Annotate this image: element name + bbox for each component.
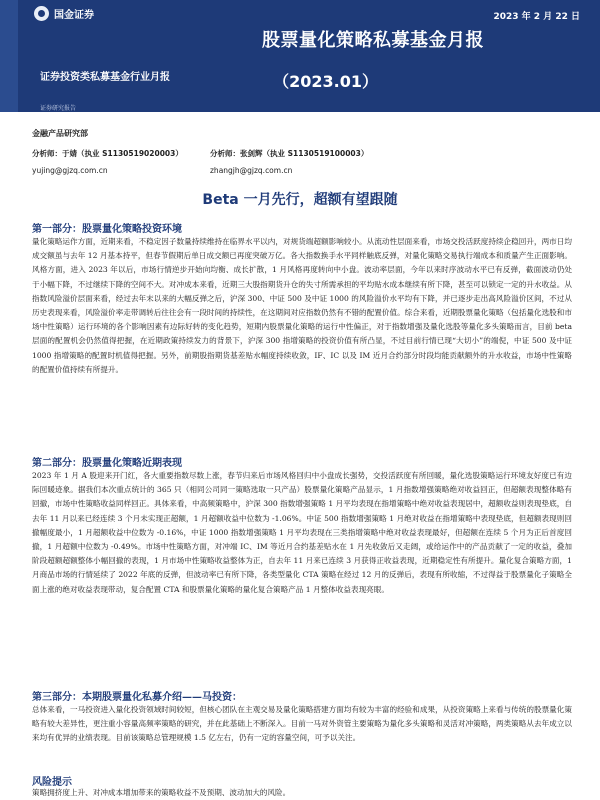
author-info xyxy=(32,128,369,175)
section-body-3: 总体来看，一马投资进入量化投资领域时间较短，但核心团队在主观交易及量化策略搭建方面均有较为丰富的经验和成果，从投资策略上来看与传统的股票量化策略有较大差异性，更注重小容量高频率策略的研究，并在此基础上不断深入。目前一马对外资管主要策略为量化多头策略和灵活对冲策略，两类策略从去年成立以来均有优异的业绩表现。目前该策略总管理规模 1.5 亿左右，仍有一定的容量空间，可予以关注。 xyxy=(32,705,572,743)
report-title: 股票量化策略私募基金月报 xyxy=(262,30,484,51)
company-name: 国金证券 xyxy=(54,10,94,21)
header-stripe xyxy=(0,0,18,112)
section-heading-3: 第三部分：本期股票量化私募介绍——马投资： xyxy=(32,692,242,703)
industry-label: 证券投资类私募基金行业月报 xyxy=(40,72,170,83)
section-body-1: 量化策略运作方面，近期来看，不稳定因子数量持续维持在临界水平以内，对规货端超额影响较小。从流动性层面来看，市场交投活跃度持续企稳回升，两市日均成交额虽与去年 12 月基本持平，但春节假期后单日成交额已再度突破万亿。各大指数换手水平同样触底反弹，对量化策略交易执行端成本和质量产生正面影响。风格方面，进入 2023 年以后，市场行情逆步开始向均衡、成长扩散，1 月风格再度转向中小盘。波动率层面，今年以来时序波动水平已有反弹，截面波动仍处于小幅下降，不过继续下降的空间不大。对冲成本来看，近期三大股指期货升仓的失寸所需承担的平均贴水成本继续有所下降，甚至可以锁定一定的升水收益。从指数风险溢价层面来看，经过去年末以来的大幅反弹之后，沪深 300、中证 500 及中证 1000 的风险溢价水平均有下降，并已逐步走出高风险溢价区间，不过从历史表现来看，风险溢价率走带调转后往往会有一段时间的持续性，在这期间对应指数仍然有不错的配置价值。综合来看，近期股票量化策略（包括量化选股和市场中性策略）运行环境的各个影响因素有边际好转的变化趋势，短期内股票量化策略的运行中性偏正，对于指数增强及量化选股等量化多头策略而言，目前 beta 层面的配置机会仍然值得把握，在近期政策持续发力的背景下，沪深 300 指增策略的投资价值有所凸显，不过目前行情已现“大切小”的端倪，中证 500 及中证 1000 指增策略的配置时机值得把握。另外，前期股指期货基差贴水幅度持续收敛，IF、IC 以及 IM 近月合约部分时段均能贡献额外的升水收益，市场中性策略的配置价值持续有所提升。 xyxy=(32,237,572,374)
department: 金融产品研究部 xyxy=(32,129,88,138)
analyst-1-email[interactable]: yujing@gjzq.com.cn xyxy=(32,166,108,175)
report-header xyxy=(0,0,600,112)
brand-logo xyxy=(34,6,94,21)
report-date: 2023 年 2 月 22 日 xyxy=(493,12,580,22)
analyst-1: 分析师：于婧（执业 S1130519020003） xyxy=(32,149,183,158)
report-type-label: 证券研究报告 xyxy=(40,105,77,112)
analyst-2: 分析师：张剑辉（执业 S1130519100003） xyxy=(210,149,369,158)
report-period: （2023.01） xyxy=(273,72,378,91)
section-heading-4: 风险提示 xyxy=(32,777,72,788)
section-body-2: 2023 年 1 月 A 股迎来开门红，各大重要指数尽数上涨，春节归来后市场风格回归中小盘成长强势，交投活跃度有所回暖，量化选股策略运行环境友好度已有边际回暖迹象。据我们本次重点统计的 365 只（相同公司同一策略选取一只产品）股票量化策略产品显示，1 月指数增强策略绝对收益回正，但超额表现整体略有回撤，市场中性策略收益同样回正。具体来看，中高频策略中，沪深 300 指数增强策略 1 月平均表现在指增策略中绝对收益表现居中，超额收益则表现垫底，自去年 11 月以来已经连续 3 个月未实现正超额，1 月超额收益中位数为 -1.06%。中证 500 指数增强策略 1 月绝对收益在指增策略中表现垫底，但超额表现则回撤幅度最小，1 月超额收益中位数为 -0.16%，中证 1000 指数增强策略 1 月平均表现在三类指增策略中绝对收益表现最好，但超额在连续 5 个月为正后首度回撤，1 月超额中位数为 -0.49%。市场中性策略方面，对冲端 IC、IM 等近月合约基差贴水在 1 月先收敛后又走阔，或给运作中的产品贡献了一定的收益，叠加阶段超额超额整体小幅回撤的表现，1 月市场中性策略收益整体为正，自去年 11 月来已连续 3 月获得正收益表现，近期稳定性有所提升。量化复合策略方面，1 月商品市场的行情延续了 2022 年底的反弹，但波动率已有所下降，各类型量化 CTA 策略在经过 12 月的反弹后，表现有所收缩，不过得益于股票量化子策略全面上涨的绝对收益表现带动，复合配置 CTA 和股票量化策略的量化复合策略产品 1 月整体收益表现亮眼。 xyxy=(32,471,572,594)
section-heading-2: 第二部分：股票量化策略近期表现 xyxy=(32,458,182,469)
analyst-2-email[interactable]: zhangjh@gjzq.com.cn xyxy=(210,166,293,175)
section-heading-1: 第一部分：股票量化策略投资环境 xyxy=(32,224,182,235)
section-body-4: 策略拥挤度上升、对冲成本增加带来的策略收益不及预期、波动加大的风险。 xyxy=(32,788,291,797)
main-title: Beta 一月先行，超额有望跟随 xyxy=(202,192,398,208)
company-logo-icon xyxy=(34,6,49,21)
